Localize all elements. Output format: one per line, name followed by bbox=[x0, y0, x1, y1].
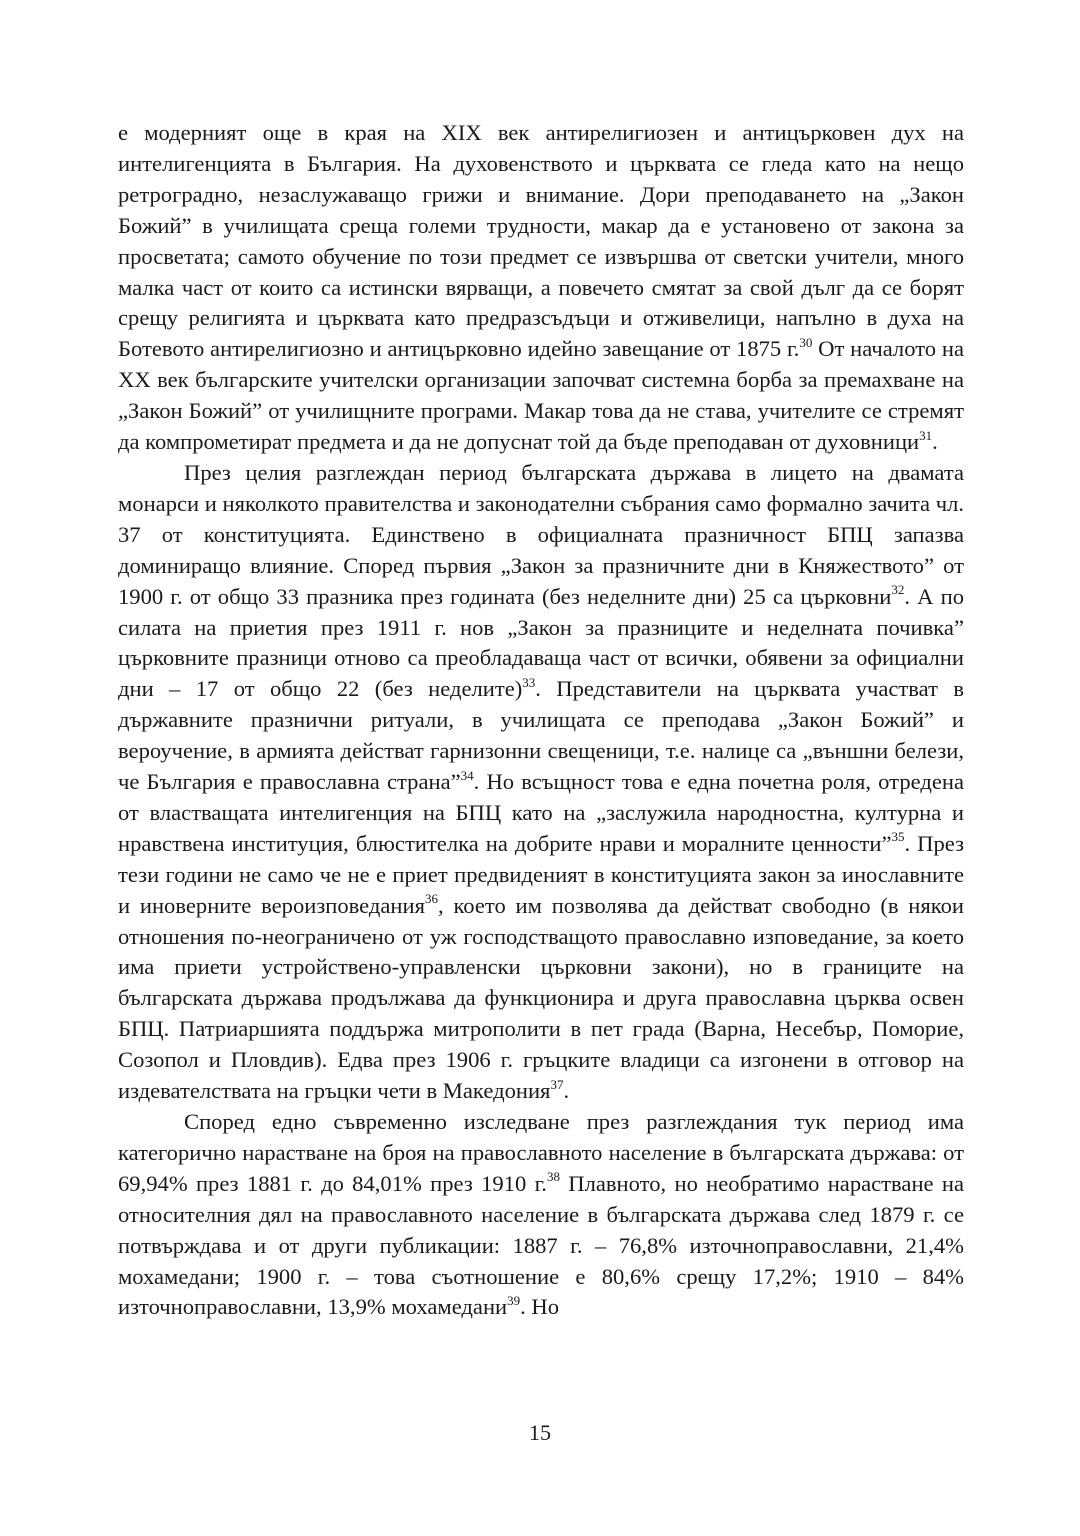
footnote-ref-39: 39 bbox=[507, 1292, 521, 1308]
paragraph-2 bbox=[118, 458, 964, 1107]
text-run: Според едно съвременно изследване през разглеждания тук период има категорично нарастване на броя на православното население в българската държава: от 69,94% през 1881 г. до 84,01% през 1910 г. bbox=[118, 1109, 964, 1196]
text-run: . bbox=[563, 1078, 570, 1104]
text-run: Плавното, но необратимо нарастване на относителния дял на православното население в българската държава след 1879 г. се потвърждава и от други публикации: 1887 г. – 76,8% източноправославни, 21,4% мохамедани; 1900 г. – това съотношение е 80,6% срещу 17,2%; 1910 – 84% източноправославни, 13,9% мохамедани bbox=[118, 1170, 964, 1320]
text-run: . А по силата на приетия през 1911 г. нов „Закон за празниците и неделната почивка” църковните празници отново са преобладаваща част от всички, обявени за официални дни – 17 от общо 22 (без неделите) bbox=[118, 583, 964, 702]
footnote-ref-34: 34 bbox=[460, 767, 474, 783]
footnote-ref-32: 32 bbox=[891, 582, 905, 598]
text-run: . Представители на църквата участват в държавните празнични ритуали, в училищата се преподава „Закон Божий” и вероучение, в армията действат гарнизонни свещеници, т.е. налице са „външни белези, че България е православна страна” bbox=[118, 676, 964, 795]
paragraph-1 bbox=[118, 118, 964, 458]
text-run: , което им позволява да действат свободно (в някои отношения по-неограничено от уж господстващото православно изповедание, за което има приети устройствено-управленски църковни закони), но в границите на българската държава продължава да функционира и друга православна църква освен БПЦ. Патриаршията поддържа митрополити в пет града (Варна, Несебър, Поморие, Созопол и Пловдив). Едва през 1906 г. гръцките владици са изгонени в отговор на издевателствата на гръцки чети в Македония bbox=[118, 892, 964, 1104]
footnote-ref-36: 36 bbox=[425, 891, 439, 907]
footnote-ref-33: 33 bbox=[522, 674, 536, 690]
text-run: . През тези години не само че не е приет предвиденият в конституцията закон за инославните и иноверните вероизповедания bbox=[118, 830, 964, 918]
text-run: е модерният още в края на XIX век антирелигиозен и антицърковен дух на интелигенцията в България. На духовенството и църквата се гледа като на нещо ретроградно, незаслужаващо грижи и внимание. Дори преподаването на „Закон Божий” в училищата среща големи трудности, макар да е установено от закона за просветата; самото обучение по този предмет се извършва от светски учители, много малка част от които са истински вярващи, а повечето смятат за свой дълг да се борят срещу религията и църквата като предразсъдъци и отживелици, напълно в духа на Ботевото антирелигиозно и антицърковно идейно завещание от 1875 г. bbox=[118, 120, 964, 362]
text-run: . Но bbox=[520, 1294, 560, 1320]
text-run: . Но всъщност това е една почетна роля, отредена от властващата интелигенция на БПЦ като на „заслужила народностна, културна и нравствена институция, блюстителка на добрите нрави и моралните ценности” bbox=[118, 769, 964, 856]
paragraph-3 bbox=[118, 1107, 964, 1323]
footnote-ref-31: 31 bbox=[919, 427, 933, 443]
text-run: От началото на XX век българските учителски организации започват системна борба за премахване на „Закон Божий” от училищните програми. Макар това да не става, учителите се стремят да компрометират предмета и да не допуснат той да бъде преподаван от духовници bbox=[118, 336, 964, 455]
text-run: . bbox=[932, 429, 938, 455]
page-number: 15 bbox=[529, 1420, 551, 1445]
footnote-ref-30: 30 bbox=[799, 334, 813, 350]
text-run: През целия разглеждан период българската държава в лицето на двамата монарси и няколкото правителства и законодателни събрания само формално зачита чл. 37 от конституцията. Единствено в официалната празничност БПЦ запазва доминиращо влияние. Според първия „Закон за празничните дни в Княжеството” от 1900 г. от общо 33 празника през годината (без неделните дни) 25 са църковни bbox=[118, 459, 964, 609]
footnote-ref-35: 35 bbox=[891, 829, 905, 845]
footnote-ref-37: 37 bbox=[550, 1076, 564, 1092]
page-body bbox=[118, 118, 964, 1323]
footnote-ref-38: 38 bbox=[546, 1169, 560, 1185]
